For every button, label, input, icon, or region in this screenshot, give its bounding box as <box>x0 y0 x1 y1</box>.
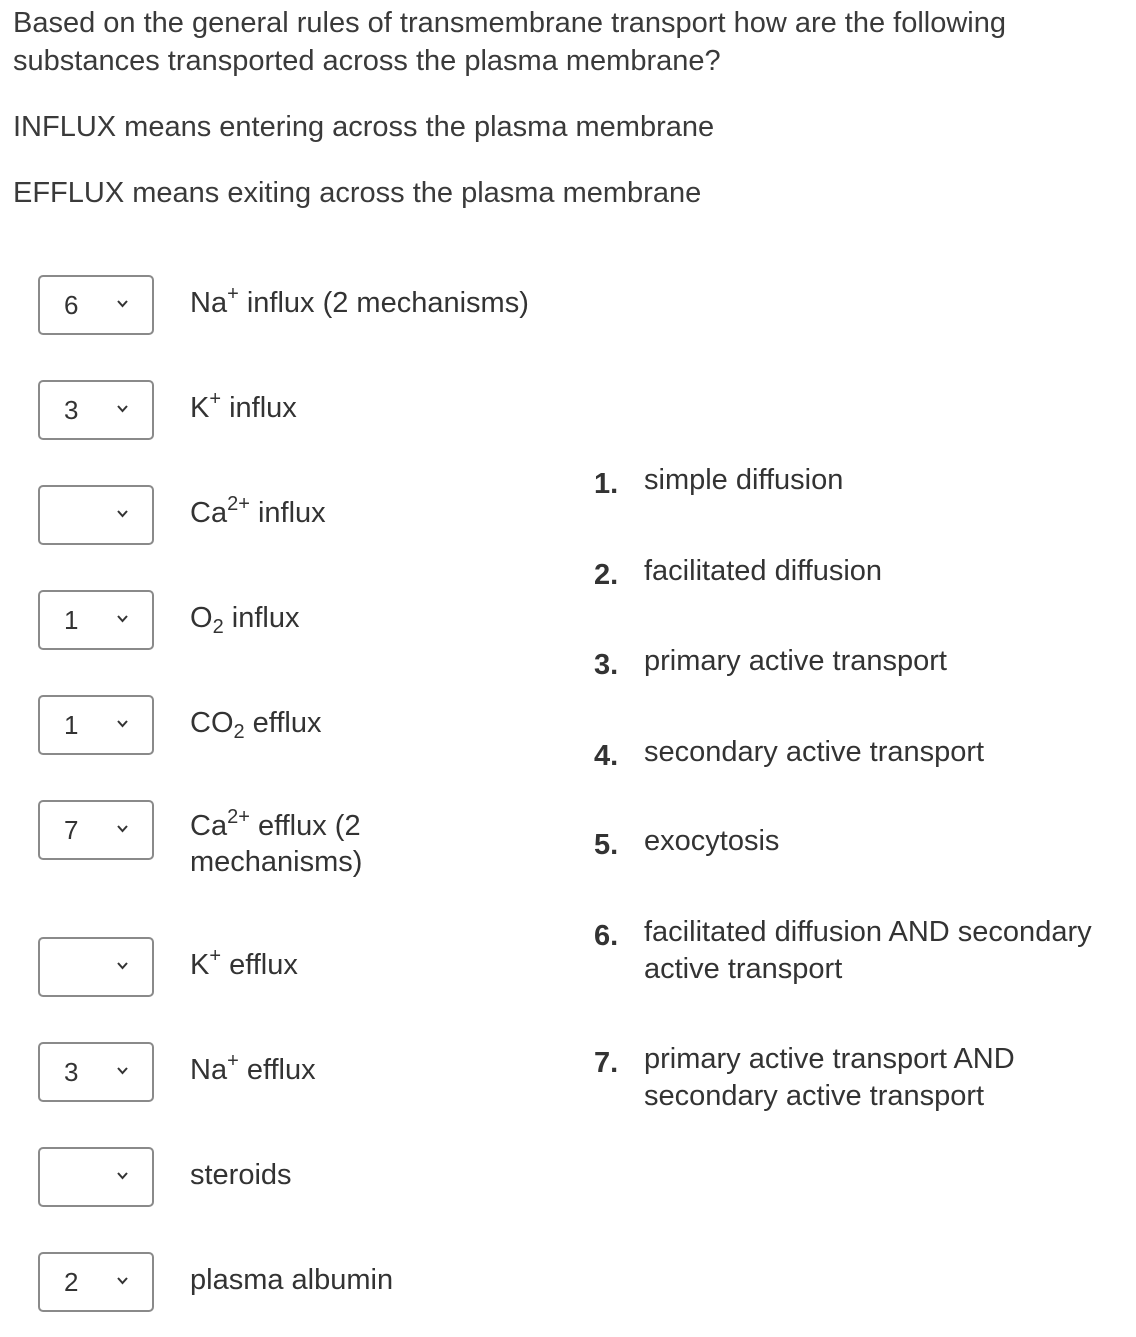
answer-dropdown[interactable] <box>38 1252 154 1312</box>
choice-text: facilitated diffusion <box>644 555 883 587</box>
item-label: $CO_2$ efflux <box>190 707 322 743</box>
answer-dropdown[interactable] <box>38 485 154 545</box>
choice-number: 7. <box>594 1047 619 1079</box>
chevron-down-icon <box>116 402 129 415</box>
question-text: Based on the general rules of transmembrane transport how are the following substances transported across the plasma membrane? <box>13 7 1007 77</box>
matching-row <box>0 937 580 1001</box>
choice-text: primary active transport AND secondary active transport <box>644 1043 1015 1112</box>
item-label: plasma albumin <box>190 1264 394 1296</box>
answer-dropdown[interactable] <box>38 1147 154 1207</box>
chevron-down-icon <box>116 1064 129 1077</box>
dropdown-value: 6 <box>64 290 79 320</box>
matching-row <box>0 1147 580 1211</box>
choice-number: 6. <box>594 920 619 952</box>
answer-dropdown[interactable] <box>38 695 154 755</box>
matching-row <box>0 1042 580 1106</box>
matching-row <box>0 695 580 759</box>
chevron-down-icon <box>116 612 129 625</box>
item-label: Na+ efflux <box>190 1050 316 1086</box>
matching-row <box>0 275 580 339</box>
answer-dropdown[interactable] <box>38 1042 154 1102</box>
choice-number: 5. <box>594 829 619 861</box>
matching-row <box>0 590 580 654</box>
item-label: $O_2$ influx <box>190 602 300 638</box>
chevron-down-icon <box>116 717 129 730</box>
answer-dropdown[interactable] <box>38 275 154 335</box>
chevron-down-icon <box>116 507 129 520</box>
choice-text: facilitated diffusion AND secondary active transport <box>644 916 1092 985</box>
answer-dropdown[interactable] <box>38 800 154 860</box>
dropdown-value: 1 <box>64 710 79 740</box>
item-label: K+ efflux <box>190 945 298 981</box>
item-label: $Ca^{2+}$ influx <box>190 493 326 529</box>
choice-text: secondary active transport <box>644 736 985 768</box>
answer-dropdown[interactable] <box>38 590 154 650</box>
efflux-definition: EFFLUX means exiting across the plasma membrane <box>13 177 702 209</box>
item-label: K+ influx <box>190 388 297 424</box>
dropdown-value: 3 <box>64 1057 79 1087</box>
chevron-down-icon <box>116 822 129 835</box>
dropdown-value: 2 <box>64 1267 79 1297</box>
chevron-down-icon <box>116 1169 129 1182</box>
dropdown-value: 1 <box>64 605 79 635</box>
chevron-down-icon <box>116 297 129 310</box>
item-label: Na+ influx (2 mechanisms) <box>190 283 529 319</box>
chevron-down-icon <box>116 1274 129 1287</box>
item-label: steroids <box>190 1159 292 1191</box>
matching-row <box>0 485 580 549</box>
answer-dropdown[interactable] <box>38 380 154 440</box>
chevron-down-icon <box>116 959 129 972</box>
matching-row <box>0 380 580 444</box>
choice-number: 1. <box>594 468 619 500</box>
choice-number: 2. <box>594 559 619 591</box>
dropdown-value: 7 <box>64 815 79 845</box>
matching-row <box>0 800 580 878</box>
dropdown-value: 3 <box>64 395 79 425</box>
item-label: $Ca^{2+}$ efflux (2 mechanisms) <box>190 806 363 878</box>
answer-dropdown[interactable] <box>38 937 154 997</box>
choice-number: 4. <box>594 740 619 772</box>
choice-text: exocytosis <box>644 825 780 857</box>
choice-text: simple diffusion <box>644 464 844 496</box>
matching-row <box>0 1252 580 1316</box>
choice-text: primary active transport <box>644 645 947 677</box>
choice-number: 3. <box>594 649 619 681</box>
influx-definition: INFLUX means entering across the plasma membrane <box>13 111 715 143</box>
